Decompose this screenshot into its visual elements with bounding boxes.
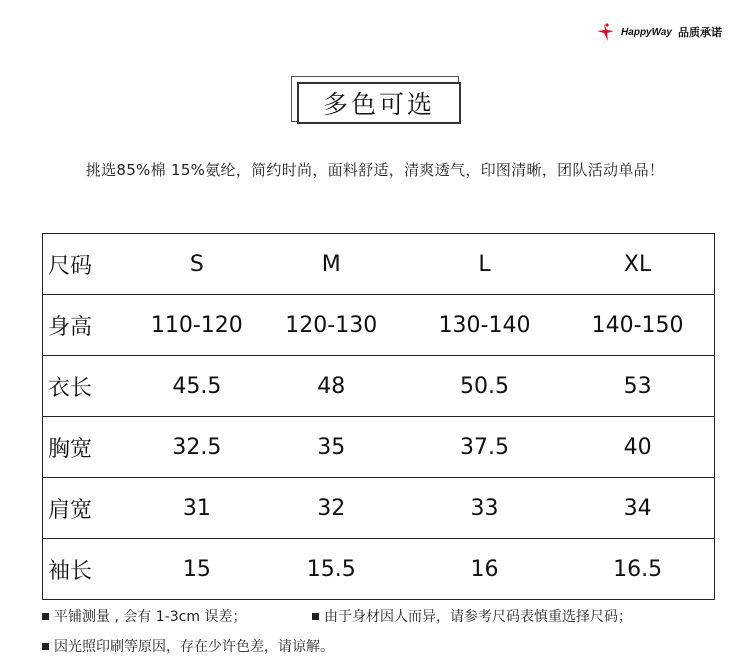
title-frame	[297, 82, 461, 124]
note-item	[42, 606, 246, 626]
size-s: S	[189, 251, 204, 277]
note-text: 由于身材因人而异，请参考尺码表慎重选择尺码；	[324, 609, 632, 625]
table-cell: 110-120	[139, 295, 254, 356]
row-label: 身高	[43, 295, 140, 356]
row-label: 肩宽	[43, 478, 140, 539]
runner-logo-icon	[595, 22, 615, 42]
note-text: 因光照印刷等原因，存在少许色差，请谅解。	[54, 639, 334, 655]
table-cell: 32	[255, 478, 408, 539]
table-row-length	[43, 356, 715, 417]
table-cell: 31	[139, 478, 254, 539]
table-cell: 50.5	[408, 356, 561, 417]
table-cell: 37.5	[408, 417, 561, 478]
note-item	[312, 606, 632, 626]
size-xl: XL	[623, 251, 652, 277]
table-cell: 35	[255, 417, 408, 478]
table-cell: 15.5	[255, 539, 408, 600]
page-title: 多色可选	[322, 90, 435, 119]
row-label: 胸宽	[43, 417, 140, 478]
row-label: 袖长	[43, 539, 140, 600]
bullet-icon	[42, 643, 49, 650]
brand-name: HappyWay	[621, 26, 672, 38]
row-label: 衣长	[43, 356, 140, 417]
table-cell: 34	[561, 478, 714, 539]
table-cell: 48	[255, 356, 408, 417]
table-cell: 40	[561, 417, 714, 478]
size-l: L	[478, 251, 491, 277]
table-cell: 45.5	[139, 356, 254, 417]
table-cell: 130-140	[408, 295, 561, 356]
brand-logo	[595, 22, 722, 42]
table-row-sleeve	[43, 539, 715, 600]
table-row-height	[43, 295, 715, 356]
table-cell: 15	[139, 539, 254, 600]
bullet-icon	[42, 613, 49, 620]
table-cell: 53	[561, 356, 714, 417]
table-cell: 33	[408, 478, 561, 539]
table-cell: 32.5	[139, 417, 254, 478]
header-label: 尺码	[48, 253, 93, 279]
note-item	[42, 636, 334, 656]
table-row-chest	[43, 417, 715, 478]
bullet-icon	[312, 613, 319, 620]
size-chart-table	[42, 233, 715, 600]
size-m: M	[321, 251, 341, 277]
table-cell: 16.5	[561, 539, 714, 600]
product-description: 挑选85%棉 15%氨纶，简约时尚，面料舒适，清爽透气，印图清晰，团队活动单品！	[85, 161, 665, 179]
note-text: 平铺测量 , 会有 1-3cm 误差；	[54, 609, 247, 625]
table-cell: 16	[408, 539, 561, 600]
table-cell: 120-130	[255, 295, 408, 356]
brand-tagline: 品质承诺	[678, 26, 722, 39]
table-header-row	[43, 234, 715, 295]
title-box	[291, 76, 463, 126]
table-cell: 140-150	[561, 295, 714, 356]
table-row-shoulder	[43, 478, 715, 539]
